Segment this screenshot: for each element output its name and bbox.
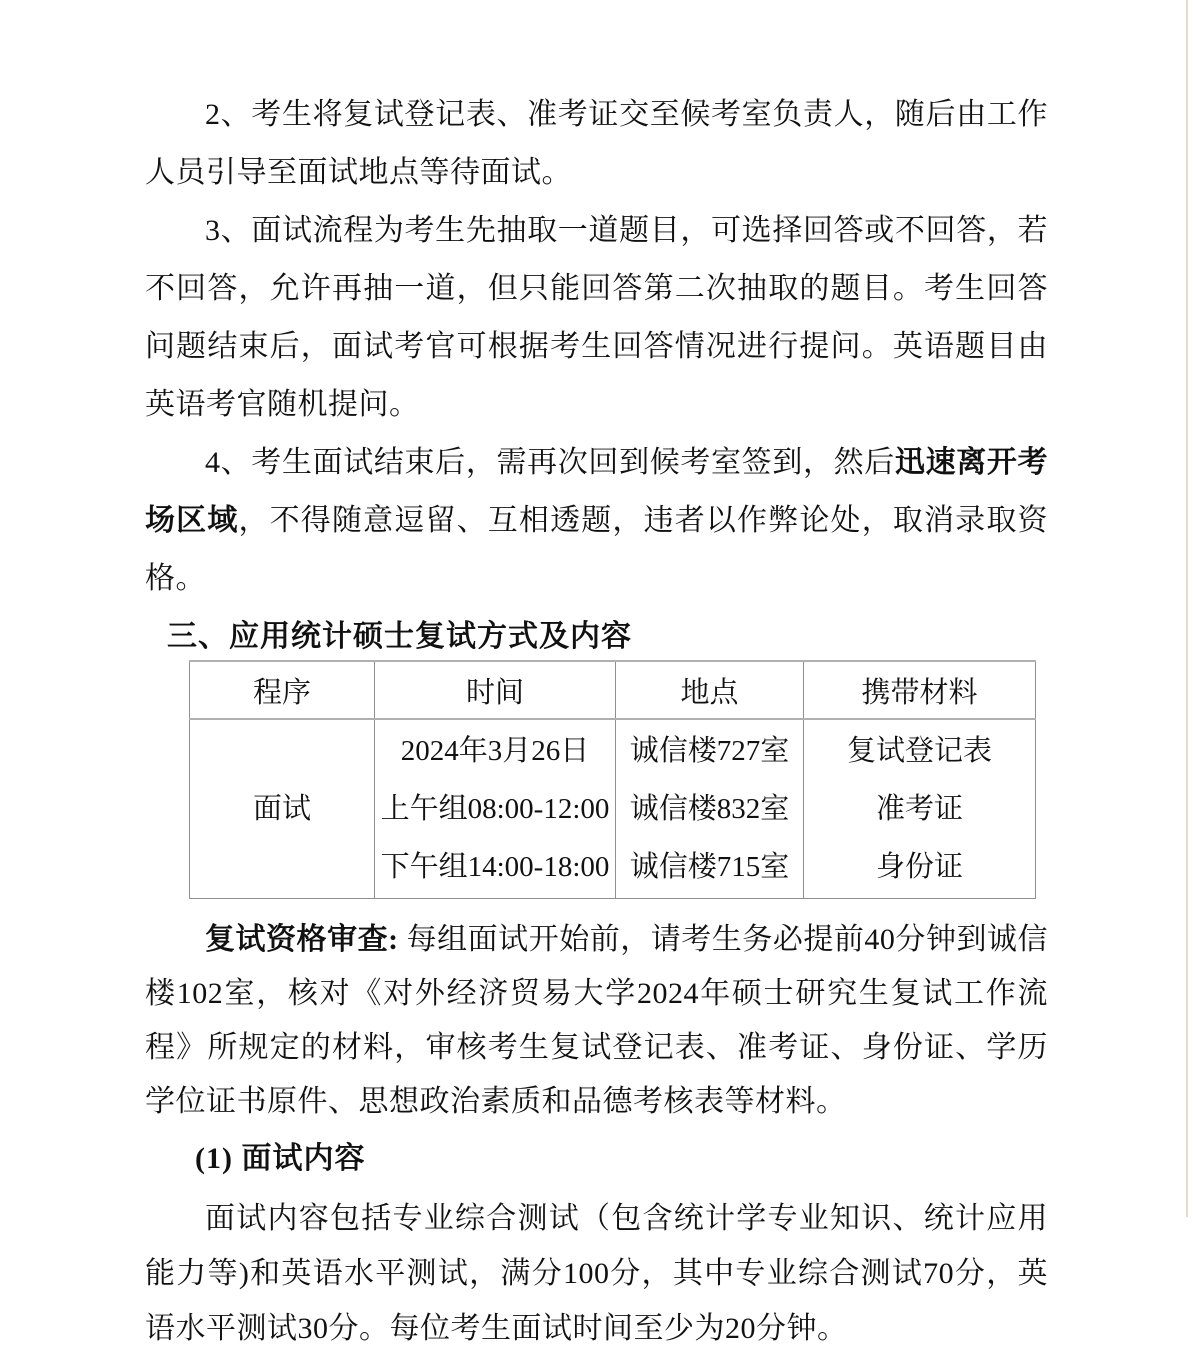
time-line: 2024年3月26日 (400, 735, 590, 767)
column-header-location: 地点 (616, 661, 804, 719)
qualification-review-text: 每组面试开始前，请考生务必提前40分钟到诚信楼102室，核对《对外经济贸易大学2024年硕士研究生复试工作流程》所规定的材料，审核考生复试登记表、准考证、身份证、学历学位证书原件、思想政治素质和品德考核表等材料。 (145, 923, 1048, 1118)
material-line: 身份证 (875, 851, 963, 883)
section-heading: 三、应用统计硕士复试方式及内容 (167, 620, 632, 653)
column-header-materials: 携带材料 (804, 661, 1036, 719)
paragraph-qualification-review (145, 913, 1048, 1129)
time-line: 下午组14:00-18:00 (380, 851, 610, 883)
cell-location (616, 719, 804, 899)
interview-schedule-table (189, 660, 1036, 899)
paragraph-4-bold-phrase: 迅速离开考场区域 (145, 446, 1049, 537)
time-line: 上午组08:00-12:00 (380, 793, 610, 825)
material-line: 准考证 (875, 793, 963, 825)
page-right-edge-line (1186, 0, 1188, 1217)
paragraph-3: 3、面试流程为考生先抽取一道题目，可选择回答或不回答，若不回答，允许再抽一道，但只能回答第二次抽取的题目。考生回答问题结束后，面试考官可根据考生回答情况进行提问。英语题目由英语考官随机提问。 (145, 214, 1048, 421)
cell-materials (804, 719, 1036, 899)
cell-time (375, 719, 616, 899)
paragraph-4-text-end: ，不得随意逗留、互相透题，违者以作弊论处，取消录取资格。 (145, 504, 1049, 595)
qualification-review-label: 复试资格审查: (205, 923, 399, 956)
table-header-row (190, 661, 1036, 719)
cell-procedure (190, 719, 375, 899)
location-line: 诚信楼727室 (629, 735, 790, 767)
location-line: 诚信楼832室 (629, 793, 790, 825)
table-row (190, 719, 1036, 899)
location-line: 诚信楼715室 (629, 851, 790, 883)
procedure-value: 面试 (252, 793, 311, 825)
paragraph-interview-content: 面试内容包括专业综合测试（包含统计学专业知识、统计应用能力等)和英语水平测试，满分100分，其中专业综合测试70分，英语水平测试30分。每位考生面试时间至少为20分钟。 (145, 1202, 1048, 1345)
paragraph-2: 2、考生将复试登记表、准考证交至候考室负责人，随后由工作人员引导至面试地点等待面试。 (145, 98, 1048, 189)
material-line: 复试登记表 (846, 735, 992, 767)
paragraph-4 (145, 434, 1048, 608)
subsection-heading: (1) 面试内容 (195, 1142, 366, 1175)
column-header-time: 时间 (375, 661, 616, 719)
paragraph-4-text: 4、考生面试结束后，需再次回到候考室签到，然后 (205, 446, 895, 479)
column-header-procedure: 程序 (190, 661, 375, 719)
